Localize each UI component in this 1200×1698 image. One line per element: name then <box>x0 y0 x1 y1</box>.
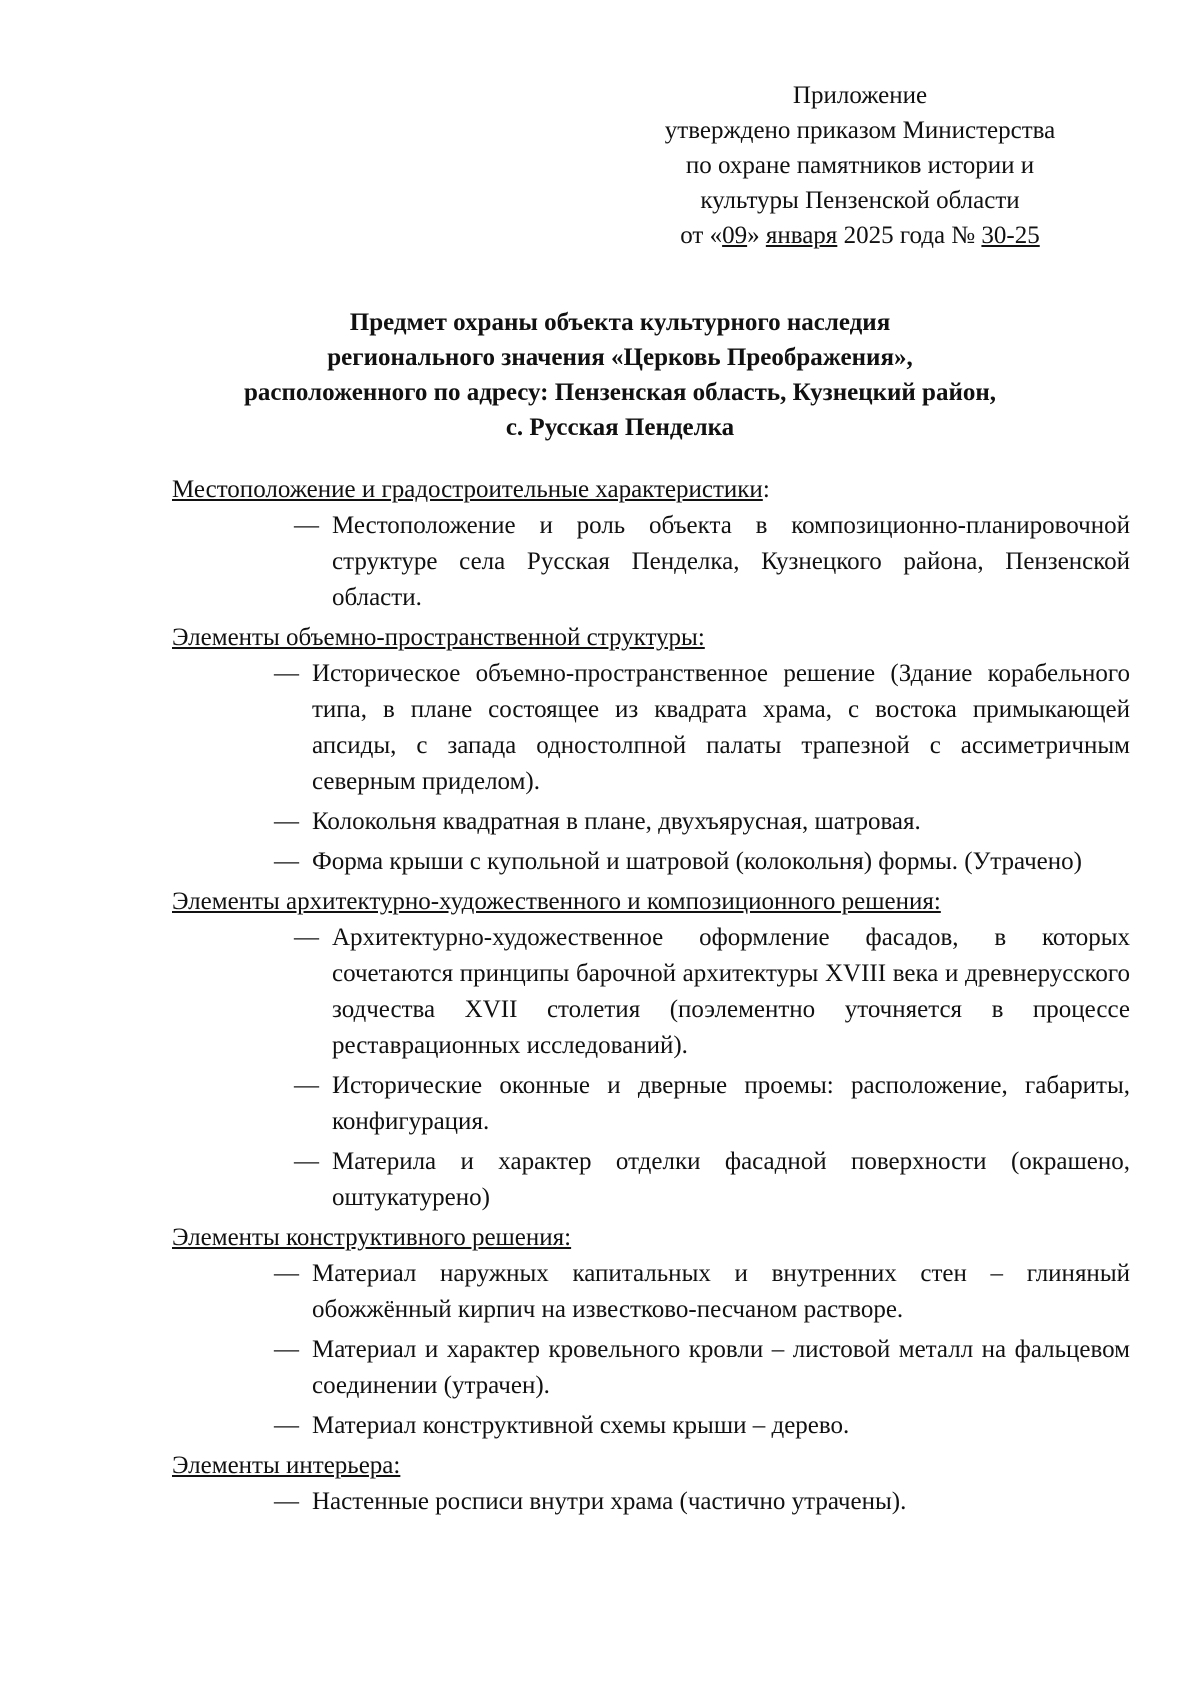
order-number: 30-25 <box>981 222 1040 249</box>
list-item-text: Материал наружных капитальных и внутренних стен – глиняный обожжённый кирпич на известково-песчаном растворе. <box>312 1260 1130 1323</box>
list-item-text: Местоположение и роль объекта в композиционно-планировочной структуре села Русская Пенделка, Кузнецкого района, Пензенской области. <box>332 512 1130 611</box>
section-heading-interior: Элементы интерьера: <box>172 1452 401 1479</box>
title-line-3: расположенного по адресу: Пензенская область, Кузнецкий район, <box>243 379 997 406</box>
dash-bullet: — <box>274 1412 299 1439</box>
list-item-text: Историческое объемно-пространственное решение (Здание корабельного типа, в плане состоящее из квадрата храма, с востока примыкающей апсиды, с запада одностолпной палаты трапезной с ассиметричным северным приделом). <box>312 660 1130 795</box>
dash-bullet: — <box>294 924 319 951</box>
order-year-text: 2025 года № <box>837 222 982 249</box>
annex-approved-line: утверждено приказом Министерства <box>664 117 1056 144</box>
list-item <box>274 1332 1130 1404</box>
list-item <box>274 844 1130 880</box>
dash-bullet: — <box>294 512 319 539</box>
order-date-sep: » <box>747 222 766 249</box>
list-item <box>294 1144 1130 1216</box>
dash-bullet: — <box>294 1072 319 1099</box>
dash-bullet: — <box>274 848 299 875</box>
list-item-text: Исторические оконные и дверные проемы: расположение, габариты, конфигурация. <box>332 1072 1130 1135</box>
list-item <box>274 1256 1130 1328</box>
annex-title: Приложение <box>792 82 928 109</box>
section-heading-construction: Элементы конструктивного решения: <box>172 1224 572 1251</box>
list-item-text: Материал и характер кровельного кровли – листовой металл на фальцевом соединении (утрачен). <box>312 1336 1130 1399</box>
dash-bullet: — <box>274 1336 299 1363</box>
list-item <box>294 1068 1130 1140</box>
list-item <box>274 1484 1130 1520</box>
list-item <box>274 656 1130 800</box>
title-line-2: регионального значения «Церковь Преображения», <box>327 344 913 371</box>
list-item-text: Материла и характер отделки фасадной поверхности (окрашено, оштукатурено) <box>332 1148 1130 1211</box>
title-line-4: с. Русская Пенделка <box>505 414 735 441</box>
order-date-prefix: от « <box>680 222 723 249</box>
dash-bullet: — <box>294 1148 319 1175</box>
list-item <box>294 508 1130 616</box>
dash-bullet: — <box>274 1488 299 1515</box>
order-day: 09 <box>722 222 748 249</box>
annex-region-line: культуры Пензенской области <box>700 187 1020 214</box>
list-item-text: Настенные росписи внутри храма (частично утрачены). <box>312 1488 907 1515</box>
document-body <box>172 472 1130 1520</box>
annex-ministry-line: по охране памятников истории и <box>685 152 1035 179</box>
title-line-1: Предмет охраны объекта культурного наследия <box>349 309 891 336</box>
dash-bullet: — <box>274 808 299 835</box>
annex-order-date-line <box>600 218 1120 253</box>
list-item-text: Колокольня квадратная в плане, двухъярусная, шатровая. <box>312 808 921 835</box>
section-heading-location: Местоположение и градостроительные характеристики: <box>172 476 770 503</box>
list-item-text: Форма крыши с купольной и шатровой (колокольня) формы. (Утрачено) <box>312 848 1082 875</box>
dash-bullet: — <box>274 1260 299 1287</box>
dash-bullet: — <box>274 660 299 687</box>
section-heading-volume: Элементы объемно-пространственной структуры: <box>172 624 705 651</box>
list-item <box>274 804 1130 840</box>
order-month: января <box>765 222 838 249</box>
list-item-text: Материал конструктивной схемы крыши – дерево. <box>312 1412 850 1439</box>
list-item <box>294 920 1130 1064</box>
section-heading-architecture: Элементы архитектурно-художественного и композиционного решения: <box>172 888 941 915</box>
annex-block <box>600 78 1120 253</box>
list-item <box>274 1408 1130 1444</box>
list-item-text: Архитектурно-художественное оформление фасадов, в которых сочетаются принципы барочной архитектуры XVIII века и древнерусского зодчества XVII столетия (поэлементно уточняется в процессе реставрационных исследований). <box>332 924 1130 1059</box>
document-title <box>150 305 1090 445</box>
